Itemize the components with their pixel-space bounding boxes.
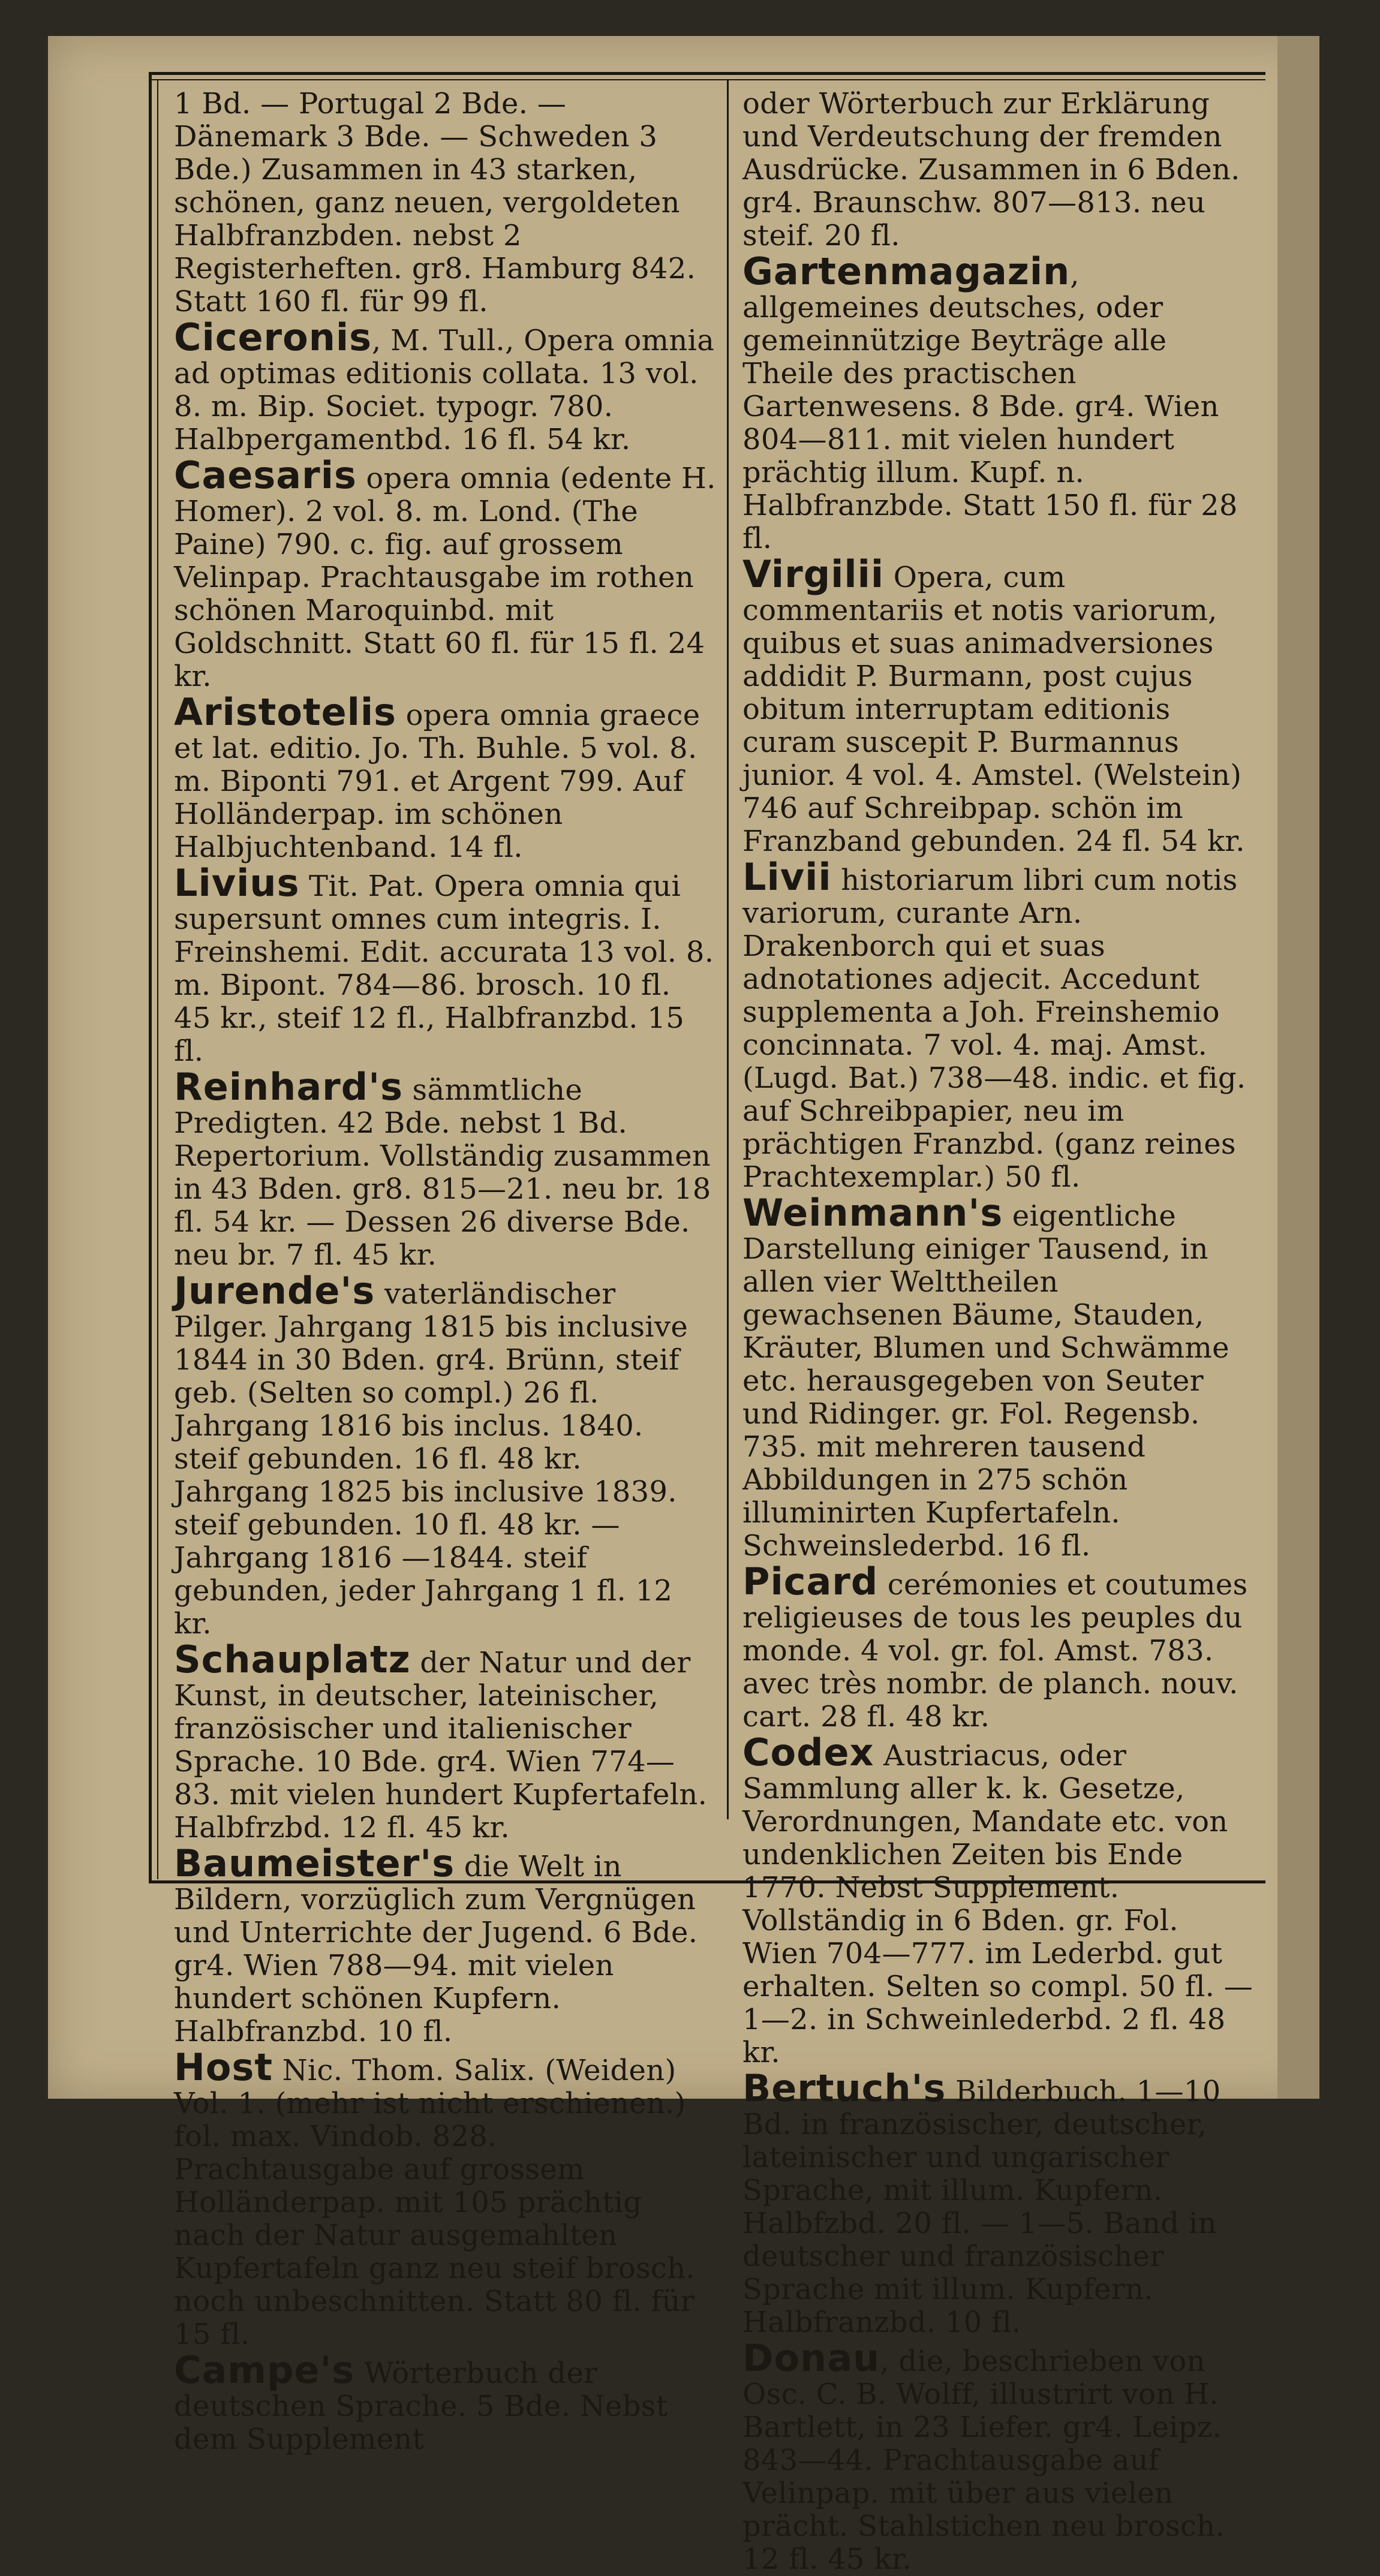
entry-head: Virgilii [742, 552, 885, 596]
entry-bertuch [742, 2066, 1258, 2339]
entry-text: Bilderbuch. 1—10 Bd. in französischer, deutscher, lateinischer und ungarischer Sprache, mit illum. Kupfern. Halbfzbd. 20 fl. — 1—5. Band in deutscher und französischer Sprache mit illum. Kupfern. Halbfranzbd. 10 fl. [742, 2075, 1221, 2339]
entry-head: Donau [742, 2336, 880, 2380]
entry-text: historiarum libri cum notis variorum, curante Arn. Drakenborch qui et suas adnotationes adjecit. Accedunt supplementa a Joh. Freinshemio concinnata. 7 vol. 4. maj. Amst. (Lugd. Bat.) 738—48. indic. et fig. auf Schreibpapier, neu im prächtigen Franzbd. (ganz reines Prachtexemplar.) 50 fl. [742, 863, 1246, 1194]
entry-text: opera omnia (edente H. Homer). 2 vol. 8. m. Lond. (The Paine) 790. c. fig. auf grossem Velinpap. Prachtausgabe im rothen schönen Maroquinbd. mit Goldschnitt. Statt 60 fl. für 15 fl. 24 kr. [174, 462, 716, 693]
entry-head: Host [174, 2045, 273, 2089]
column-divider [727, 80, 729, 1819]
entry-head: Ciceronis [174, 315, 372, 359]
entry-text: , M. Tull., Opera omnia ad optimas editionis collata. 13 vol. 8. m. Bip. Societ. typogr. 780. Halbpergamentbd. 16 fl. 54 kr. [174, 324, 715, 456]
entry-host [174, 2045, 717, 2351]
entry-text: Tit. Pat. Opera omnia qui supersunt omnes cum integris. I. Freinshemi. Edit. accurata 13 vol. 8. m. Bipont. 784—86. brosch. 10 fl. 45 kr., steif 12 fl., Halbfranzbd. 15 fl. [174, 869, 714, 1068]
entry-head: Livii [742, 855, 832, 899]
entry-portugal-continued [174, 84, 717, 318]
entry-baumeister [174, 1841, 717, 2048]
entry-jurende [174, 1269, 717, 1641]
frame-top-rule [149, 72, 1265, 75]
entry-head: Baumeister's [174, 1841, 455, 1885]
entry-picard [742, 1560, 1258, 1734]
entry-head: Livius [174, 861, 300, 905]
entry-aristotelis [174, 690, 717, 864]
right-column [742, 84, 1258, 2576]
entry-campe [174, 2348, 717, 2456]
entry-text: Nic. Thom. Salix. (Weiden) Vol. 1. (mehr ist nicht erschienen.) fol. max. Vindob. 828. Prachtausgabe auf grossem Holländerpap. mit 105 prächtig nach der Natur ausgemahlten Kupfertafeln ganz neu steif brosch. noch unbeschnitten. Statt 80 fl. für 15 fl. [174, 2054, 695, 2351]
entry-livius [174, 861, 717, 1068]
entry-campe-continued [742, 84, 1258, 252]
entry-head: Jurende's [174, 1269, 375, 1313]
entry-text: Opera, cum commentariis et notis variorum, quibus et suas animadversiones addidit P. Burmann, post cujus obitum interruptam editionis curam suscepit P. Burmannus junior. 4 vol. 4. Amstel. (Welstein) 746 auf Schreibpap. schön im Franzband gebunden. 24 fl. 54 kr. [742, 561, 1245, 858]
entry-text: , allgemeines deutsches, oder gemeinnützige Beyträge alle Theile des practischen Gartenwesens. 8 Bde. gr4. Wien 804—811. mit vielen hundert prächtig illum. Kupf. n. Halbfranzbde. Statt 150 fl. für 28 fl. [742, 258, 1238, 555]
entry-text: 1 Bd. — Portugal 2 Bde. — Dänemark 3 Bde. — Schweden 3 Bde.) Zusammen in 43 starken, schönen, ganz neuen, vergoldeten Halbfranzbden. nebst 2 Registerheften. gr8. Hamburg 842. Statt 160 fl. für 99 fl. [174, 87, 696, 318]
entry-livii [742, 855, 1258, 1194]
entry-reinhard [174, 1065, 717, 1272]
entry-ciceronis [174, 315, 717, 456]
entry-text: oder Wörterbuch zur Erklärung und Verdeutschung der fremden Ausdrücke. Zusammen in 6 Bden. gr4. Braunschw. 807—813. neu steif. 20 fl. [742, 87, 1240, 252]
entry-text: sämmtliche Predigten. 42 Bde. nebst 1 Bd. Repertorium. Vollständig zusammen in 43 Bden. gr8. 815—21. neu br. 18 fl. 54 kr. — Dessen 26 diverse Bde. neu br. 7 fl. 45 kr. [174, 1073, 711, 1272]
entry-text: Austriacus, oder Sammlung aller k. k. Gesetze, Verordnungen, Mandate etc. von undenklichen Zeiten bis Ende 1770. Nebst Supplement. Vollständig in 6 Bden. gr. Fol. Wien 704—777. im Lederbd. gut erhalten. Selten so compl. 50 fl. — 1—2. in Schweinlederbd. 2 fl. 48 kr. [742, 1739, 1253, 2069]
page-edge [1277, 36, 1319, 2099]
entry-schauplatz [174, 1638, 717, 1844]
entry-text: cerémonies et coutumes religieuses de tous les peuples du monde. 4 vol. gr. fol. Amst. 783. avec très nombr. de planch. nouv. cart. 28 fl. 48 kr. [742, 1568, 1248, 1734]
entry-text: eigentliche Darstellung einiger Tausend, in allen vier Welttheilen gewachsenen Bäume, Stauden, Kräuter, Blumen und Schwämme etc. herausgegeben von Seuter und Ridinger. gr. Fol. Regensb. 735. mit mehreren tausend Abbildungen in 275 schön illuminirten Kupfertafeln. Schweinslederbd. 16 fl. [742, 1199, 1229, 1563]
entry-text: vaterländischer Pilger. Jahrgang 1815 bis inclusive 1844 in 30 Bden. gr4. Brünn, steif geb. (Selten so compl.) 26 fl. Jahrgang 1816 bis inclus. 1840. steif gebunden. 16 fl. 48 kr. Jahrgang 1825 bis inclusive 1839. steif gebunden. 10 fl. 48 kr. — Jahrgang 1816 —1844. steif gebunden, jeder Jahrgang 1 fl. 12 kr. [174, 1277, 689, 1641]
entry-head: Codex [742, 1731, 874, 1774]
entry-head: Schauplatz [174, 1638, 411, 1681]
left-column [174, 84, 717, 2456]
entry-head: Caesaris [174, 453, 357, 497]
frame-left-rule-inner [157, 80, 158, 1879]
entry-gartenmagazin [742, 249, 1258, 555]
entry-weinmann [742, 1191, 1258, 1563]
entry-head: Weinmann's [742, 1191, 1003, 1235]
entry-codex [742, 1731, 1258, 2069]
entry-caesaris [174, 453, 717, 693]
entry-head: Picard [742, 1560, 879, 1603]
entry-text: Wörterbuch der deutschen Sprache. 5 Bde. Nebst dem Supplement [174, 2357, 668, 2456]
frame-left-rule [149, 72, 152, 1883]
entry-head: Aristotelis [174, 690, 397, 734]
entry-text: , die, beschrieben von Osc. C. B. Wolff, illustrirt von H. Bartlett, in 23 Liefer. gr4. Leipz. 843—44. Prachtausgabe auf Velinpap. mit über aus vielen prächt. Stahlstichen neu brosch. 12 fl. 45 kr. [742, 2345, 1225, 2576]
entry-text: die Welt in Bildern, vorzüglich zum Vergnügen und Unterrichte der Jugend. 6 Bde. gr4. Wien 788—94. mit vielen hundert schönen Kupfern. Halbfranzbd. 10 fl. [174, 1850, 698, 2048]
entry-text: opera omnia graece et lat. editio. Jo. Th. Buhle. 5 vol. 8. m. Biponti 791. et Argent 799. Auf Holländerpap. im schönen Halbjuchtenband. 14 fl. [174, 699, 700, 864]
entry-head: Reinhard's [174, 1065, 403, 1109]
frame-top-rule-inner [149, 79, 1265, 80]
entry-text: der Natur und der Kunst, in deutscher, lateinischer, französischer und italienischer Sprache. 10 Bde. gr4. Wien 774—83. mit vielen hundert Kupfertafeln. Halbfrzbd. 12 fl. 45 kr. [174, 1646, 708, 1844]
entry-head: Gartenmagazin [742, 249, 1071, 293]
entry-head: Bertuch's [742, 2066, 946, 2110]
entry-donau [742, 2336, 1258, 2576]
entry-virgilii [742, 552, 1258, 858]
entry-head: Campe's [174, 2348, 355, 2392]
